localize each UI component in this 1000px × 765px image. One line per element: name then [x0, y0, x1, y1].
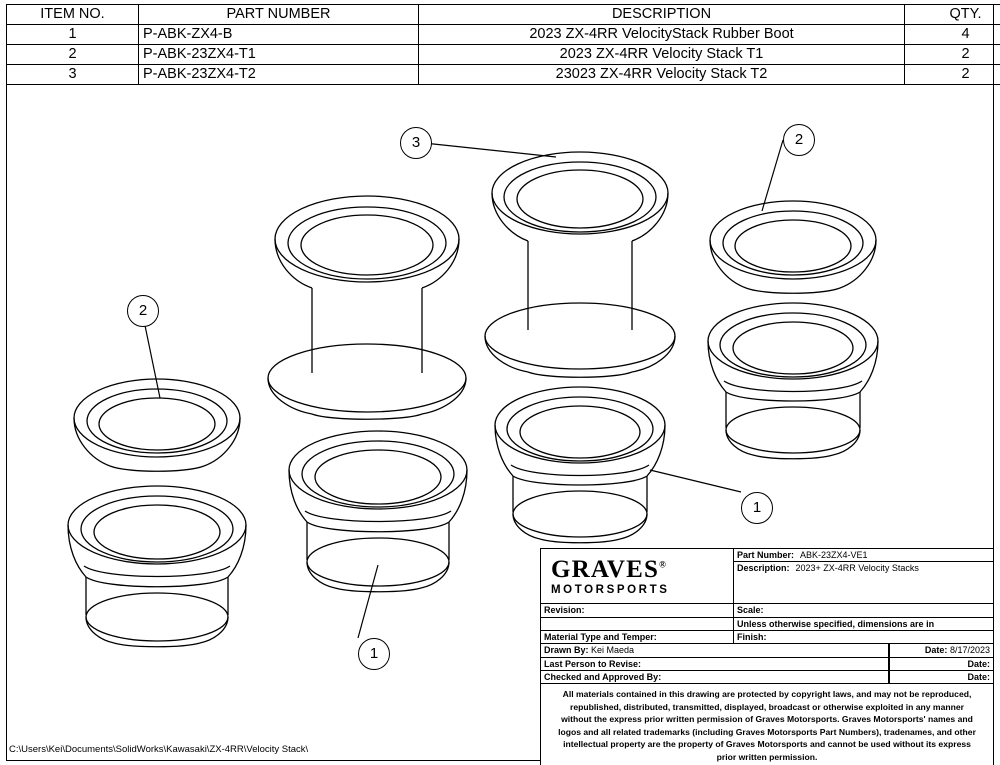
- bill-of-materials: [6, 4, 1000, 85]
- column-header-qty: QTY.: [905, 5, 1000, 25]
- part-number-value: ABK-23ZX4-VE1: [800, 550, 868, 560]
- description-label: Description:: [737, 563, 790, 574]
- drawn-by-value: Kei Maeda: [591, 645, 635, 656]
- revision-scale-row: [541, 604, 993, 617]
- tolerance-note: Unless otherwise specified, dimensions are in: [737, 618, 935, 629]
- cell-item-no: 2: [7, 45, 139, 65]
- column-header-item-no: ITEM NO.: [7, 5, 139, 25]
- description-value: 2023+ ZX-4RR Velocity Stacks: [795, 563, 919, 574]
- cell-part-number: P-ABK-23ZX4-T2: [139, 65, 419, 85]
- column-header-description: DESCRIPTION: [419, 5, 905, 25]
- balloon-item-3-left: 3: [400, 127, 432, 159]
- table-row: [7, 65, 1000, 85]
- drawn-date-label: Date:: [924, 645, 948, 656]
- cell-item-no: 3: [7, 65, 139, 85]
- revision-label: Revision:: [544, 605, 585, 616]
- cell-qty: 2: [905, 65, 1000, 85]
- velocity-stack-t2-left: [268, 196, 466, 419]
- logo-subtext: MOTORSPORTS: [551, 584, 670, 596]
- part-number-label: Part Number:: [737, 550, 795, 560]
- last-revise-label: Last Person to Revise:: [544, 658, 642, 669]
- velocity-stack-t1-right: [710, 201, 876, 293]
- scale-label: Scale:: [737, 605, 764, 616]
- logo-wordmark: [551, 557, 667, 582]
- balloon-item-1-left: 1: [358, 638, 390, 670]
- last-revise-row: [541, 658, 993, 671]
- table-row: [7, 25, 1000, 45]
- cell-part-number: P-ABK-23ZX4-T1: [139, 45, 419, 65]
- cell-part-number: P-ABK-ZX4-B: [139, 25, 419, 45]
- checked-date-label: Date:: [967, 671, 990, 682]
- balloon-item-1-right: 1: [741, 492, 773, 524]
- rubber-boot-left: [68, 486, 246, 647]
- drawn-by-label: Drawn By:: [544, 645, 589, 656]
- description-row: [734, 562, 993, 574]
- balloon-item-2-left: 2: [127, 295, 159, 327]
- finish-label: Finish:: [737, 631, 767, 642]
- company-logo: [541, 549, 734, 603]
- table-header-row: [7, 5, 1000, 25]
- tolerance-row: [541, 618, 993, 631]
- file-path-footer: C:\Users\Kei\Documents\SolidWorks\Kawasaki\ZX-4RR\Velocity Stack\: [9, 744, 309, 755]
- registered-trademark-icon: ®: [659, 559, 668, 570]
- rubber-boot-midright: [495, 387, 665, 543]
- title-block: [540, 548, 994, 765]
- cell-description: 2023 ZX-4RR Velocity Stack T1: [419, 45, 905, 65]
- last-revise-date-label: Date:: [967, 658, 990, 669]
- balloon-item-2-right: 2: [783, 124, 815, 156]
- logo-text: GRAVES: [551, 556, 660, 583]
- checked-label: Checked and Approved By:: [544, 671, 662, 682]
- copyright-notice: All materials contained in this drawing are protected by copyright laws, and may not be reproduced, republished, distributed, transmitted, displayed, broadcast or otherwise exploited in any manner without the express prior written permission of Graves Motorsports. Graves Motorsports' names and logos and all related trademarks (including Graves Motorsports Part Numbers), tradenames, and other intellectual property are the property of Graves Motorsports and cannot be used without its express prior written permission.: [558, 689, 976, 762]
- cell-qty: 4: [905, 25, 1000, 45]
- rubber-boot-right: [708, 303, 878, 459]
- material-finish-row: [541, 631, 993, 644]
- checked-approved-row: [541, 671, 993, 684]
- velocity-stack-t2-right: [485, 152, 675, 377]
- velocity-stack-t1-left: [74, 379, 240, 471]
- cell-description: 23023 ZX-4RR Velocity Stack T2: [419, 65, 905, 85]
- material-label: Material Type and Temper:: [544, 631, 657, 642]
- rubber-boot-center: [289, 431, 467, 592]
- table-row: [7, 45, 1000, 65]
- part-number-row: [734, 549, 993, 562]
- cell-qty: 2: [905, 45, 1000, 65]
- drawn-date-value: 8/17/2023: [949, 645, 990, 656]
- drawn-by-row: [541, 644, 993, 657]
- cell-item-no: 1: [7, 25, 139, 45]
- column-header-part-number: PART NUMBER: [139, 5, 419, 25]
- cell-description: 2023 ZX-4RR VelocityStack Rubber Boot: [419, 25, 905, 45]
